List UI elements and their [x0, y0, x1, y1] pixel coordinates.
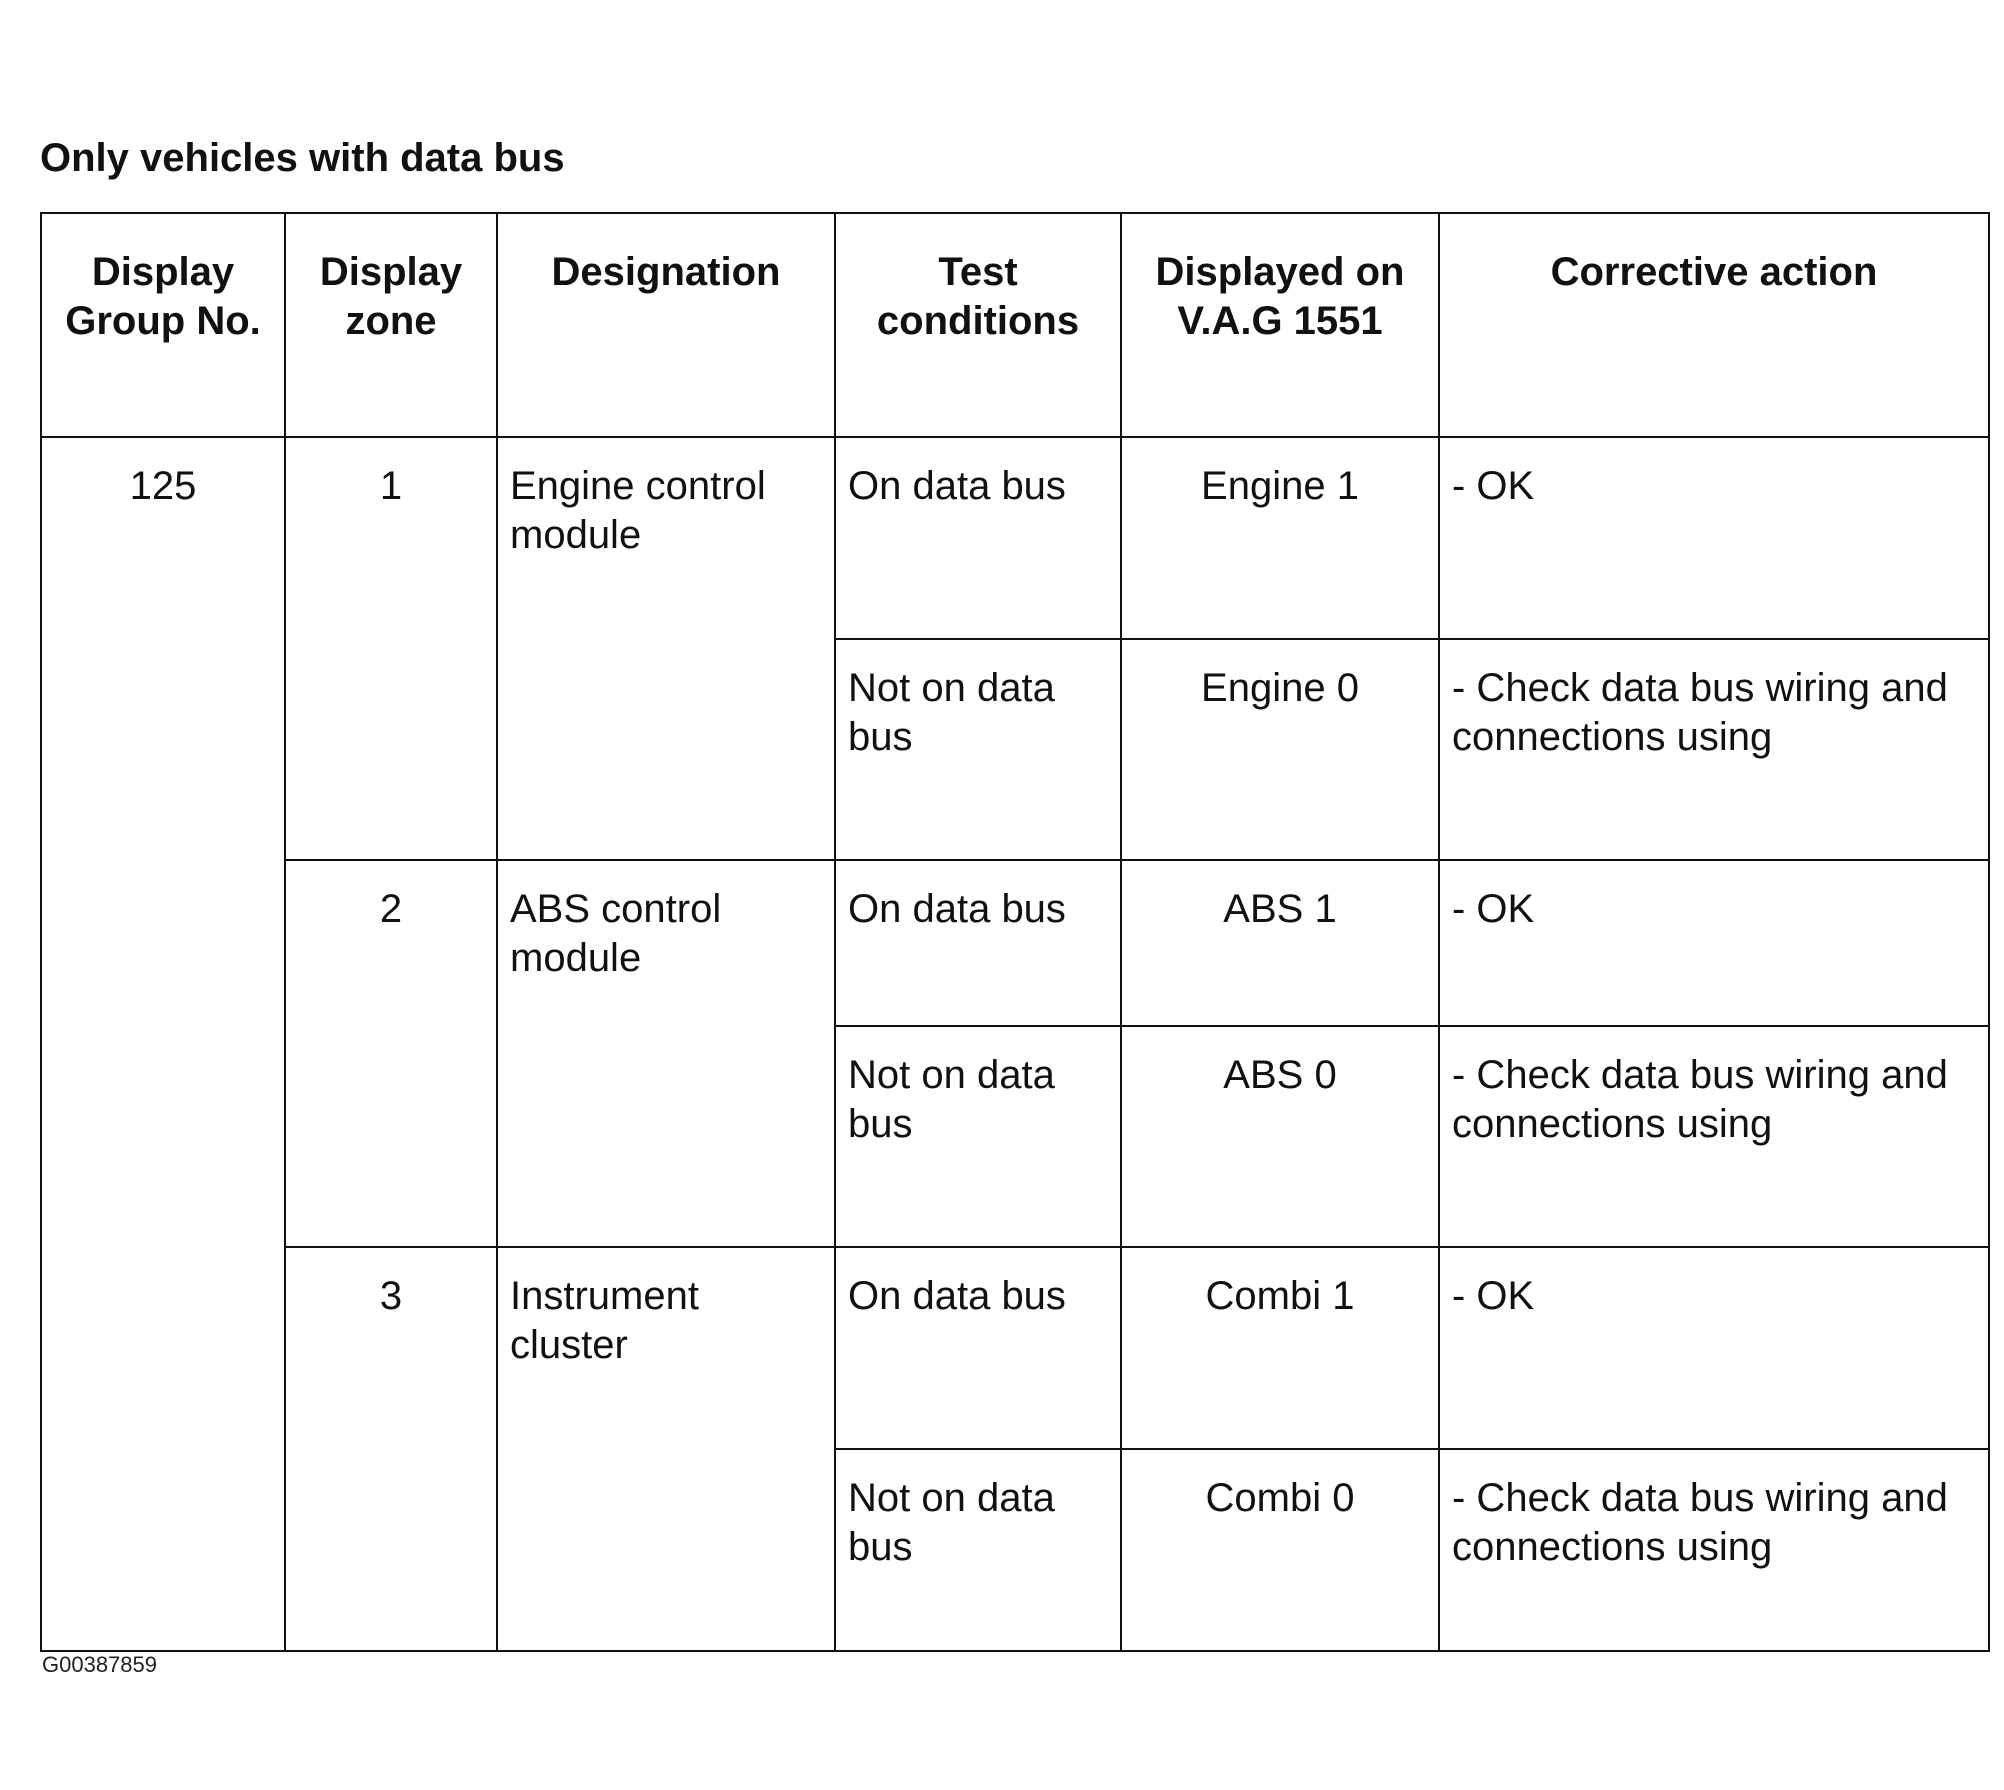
display-cell: ABS 1	[1121, 860, 1439, 1026]
condition-cell: Not on data bus	[835, 639, 1121, 860]
designation-cell: Instrument cluster	[497, 1247, 835, 1651]
condition-cell: On data bus	[835, 437, 1121, 639]
table-row	[41, 437, 1989, 639]
display-cell: ABS 0	[1121, 1026, 1439, 1247]
designation-cell: Engine control module	[497, 437, 835, 860]
page-title: Only vehicles with data bus	[40, 136, 565, 180]
display-cell: Combi 0	[1121, 1449, 1439, 1651]
designation-cell: ABS control module	[497, 860, 835, 1247]
diagnostic-table	[40, 212, 1990, 1652]
display-cell: Engine 1	[1121, 437, 1439, 639]
action-cell: - OK	[1439, 1247, 1989, 1449]
condition-cell: Not on data bus	[835, 1449, 1121, 1651]
table-header-row	[41, 213, 1989, 437]
zone-cell: 3	[285, 1247, 497, 1651]
group-number-cell: 125	[41, 437, 285, 1651]
table-row	[41, 1247, 1989, 1449]
header-displayed-on: Displayed on V.A.G 1551	[1121, 213, 1439, 437]
display-cell: Combi 1	[1121, 1247, 1439, 1449]
condition-cell: On data bus	[835, 860, 1121, 1026]
header-test-conditions: Test conditions	[835, 213, 1121, 437]
zone-cell: 1	[285, 437, 497, 860]
header-designation: Designation	[497, 213, 835, 437]
header-corrective-action: Corrective action	[1439, 213, 1989, 437]
table-row	[41, 860, 1989, 1026]
figure-id: G00387859	[42, 1652, 157, 1677]
action-cell: - Check data bus wiring and connections using	[1439, 639, 1989, 860]
condition-cell: On data bus	[835, 1247, 1121, 1449]
display-cell: Engine 0	[1121, 639, 1439, 860]
zone-cell: 2	[285, 860, 497, 1247]
header-display-group-no: Display Group No.	[41, 213, 285, 437]
header-display-zone: Display zone	[285, 213, 497, 437]
action-cell: - Check data bus wiring and connections using	[1439, 1449, 1989, 1651]
action-cell: - OK	[1439, 860, 1989, 1026]
action-cell: - OK	[1439, 437, 1989, 639]
condition-cell: Not on data bus	[835, 1026, 1121, 1247]
action-cell: - Check data bus wiring and connections using	[1439, 1026, 1989, 1247]
